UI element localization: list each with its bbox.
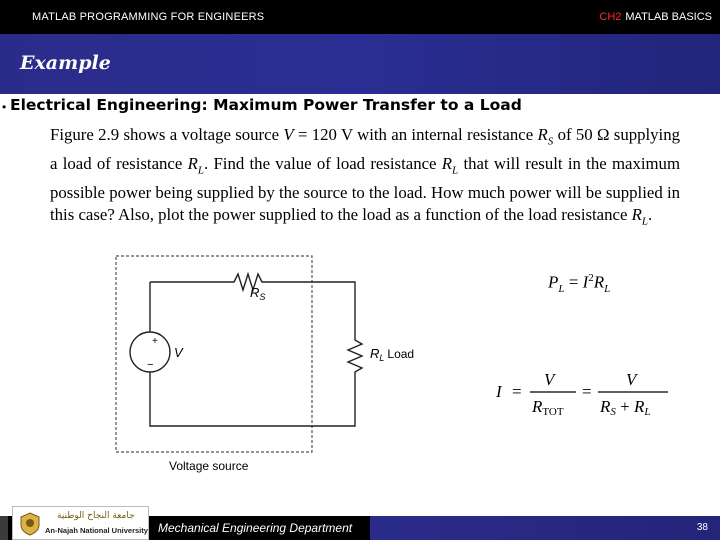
- minus-sign: −: [147, 359, 154, 371]
- footer-accent: [0, 516, 8, 540]
- power-formula: $P_L = I^2R_L$: [548, 272, 611, 296]
- chapter-label: CH2: [599, 11, 622, 23]
- svg-text:=: =: [582, 382, 592, 401]
- voltage-source-caption: Voltage source: [169, 459, 249, 473]
- example-heading: Electrical Engineering: Maximum Power Transfer to a Load: [10, 96, 522, 114]
- university-logo: [12, 506, 149, 540]
- rs-label: $R_S$: [250, 285, 266, 302]
- rl-label: $R_L$ Load: [370, 346, 415, 363]
- logo-arabic-text: جامعة النجاح الوطنية: [57, 511, 135, 521]
- chapter-name: MATLAB BASICS: [625, 11, 712, 23]
- svg-text:=: =: [512, 382, 522, 401]
- slide-title: Example: [20, 52, 111, 74]
- department-name: Mechanical Engineering Department: [158, 521, 353, 535]
- footer-accent-right: [370, 516, 720, 540]
- title-banner: [0, 34, 720, 94]
- chapter-title: [599, 0, 712, 34]
- svg-text:I: I: [496, 382, 502, 401]
- logo-english-text: An-Najah National University: [45, 526, 148, 535]
- circuit-diagram: [100, 250, 430, 480]
- voltage-source-box: [116, 256, 312, 452]
- problem-statement: Figure 2.9 shows a voltage source V = 120 V with an internal resistance $R_S$ of 50 Ω supplying a load of resistance $R_L$. Find the value of load resistance $R_L$ that will result in the maximum possible power being supplied by the source to the load. How much power will be supplied in this case? Also, plot the power supplied to the load as a function of the load resistance $R_L$.: [50, 125, 680, 228]
- page-number: 38: [696, 522, 708, 533]
- bullet: •: [2, 100, 7, 114]
- source-voltage-label: V: [174, 345, 183, 360]
- svg-text:V: V: [544, 370, 555, 389]
- university-emblem-icon: [19, 512, 41, 536]
- svg-text:RTOT: RTOT: [532, 397, 564, 418]
- svg-text:V: V: [626, 370, 637, 389]
- course-title: MATLAB PROGRAMMING FOR ENGINEERS: [32, 11, 265, 23]
- current-formula: [492, 366, 682, 426]
- svg-text:RS + RL: RS + RL: [600, 397, 651, 418]
- plus-sign: +: [152, 336, 158, 347]
